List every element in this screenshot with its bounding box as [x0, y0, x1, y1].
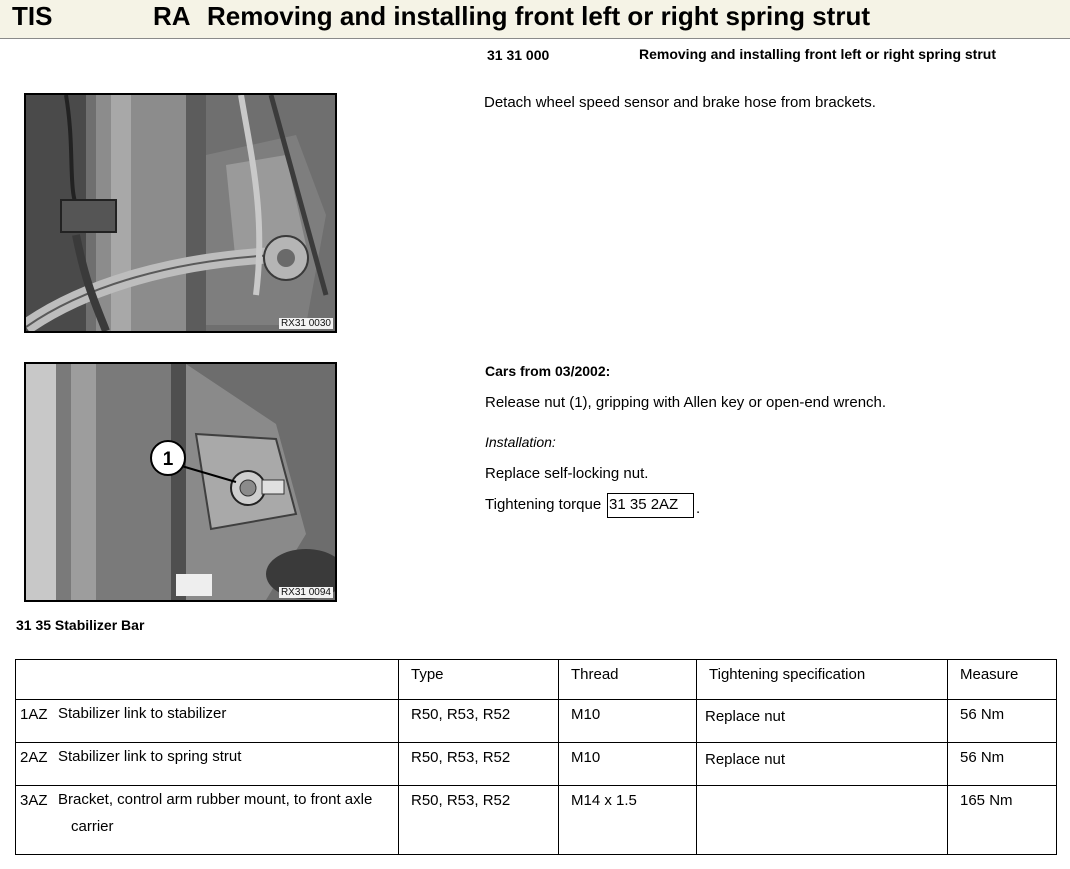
table-header-row [16, 660, 1057, 700]
torque-label: Tightening torque [485, 496, 602, 513]
figure-label: RX31 0030 [280, 318, 331, 329]
table-row [16, 743, 1057, 786]
callout-1: 1 [162, 449, 174, 470]
row-type: R50, R53, R52 [411, 706, 511, 723]
header-spec: Tightening specification [697, 660, 948, 700]
row-type: R50, R53, R52 [411, 792, 511, 809]
row-spec: Replace nut [705, 751, 786, 768]
row-spec: Replace nut [705, 708, 786, 725]
row-description: Stabilizer link to spring strut [58, 748, 242, 765]
row-description: Bracket, control arm rubber mount, to front axle carrier [58, 791, 373, 835]
table-row [16, 786, 1057, 855]
header-description [16, 660, 399, 700]
app-name: TIS [12, 1, 53, 31]
header-thread: Thread [559, 660, 697, 700]
step-detach-sensor: Detach wheel speed sensor and brake hose from brackets. [484, 94, 876, 111]
figure-wheel-speed-sensor-photo [24, 93, 337, 333]
header-type: Type [399, 660, 559, 700]
row-thread: M10 [571, 706, 601, 723]
row-thread: M10 [571, 749, 601, 766]
installation-heading: Installation: [485, 434, 556, 450]
torque-suffix: . [696, 500, 701, 517]
row-thread: M14 x 1.5 [571, 792, 637, 809]
strut-illustration-1 [26, 95, 335, 331]
document-title: Removing and installing front left or right spring strut [639, 46, 996, 62]
header-measure: Measure [948, 660, 1057, 700]
torque-reference-link[interactable]: 31 35 2AZ [607, 493, 694, 518]
section-code: RA [153, 1, 191, 31]
row-spec [697, 786, 947, 794]
step-replace-nut: Replace self-locking nut. [485, 465, 649, 482]
row-code: 3AZ [20, 792, 48, 809]
row-measure: 56 Nm [960, 706, 1005, 723]
page-title: Removing and installing front left or right spring strut [207, 1, 870, 31]
cars-from-heading: Cars from 03/2002: [485, 363, 611, 379]
row-type: R50, R53, R52 [411, 749, 511, 766]
table-row [16, 700, 1057, 743]
figure-stabilizer-nut-photo [24, 362, 337, 602]
title-bar [0, 0, 1070, 39]
row-code: 2AZ [20, 749, 48, 766]
figure-label: RX31 0094 [280, 587, 331, 598]
row-measure: 56 Nm [960, 749, 1005, 766]
row-code: 1AZ [20, 706, 48, 723]
strut-illustration-2 [26, 364, 335, 600]
spec-section-title: 31 35 Stabilizer Bar [16, 617, 145, 633]
step-release-nut: Release nut (1), gripping with Allen key or open-end wrench. [485, 394, 887, 411]
document-code: 31 31 000 [487, 47, 550, 63]
row-description: Stabilizer link to stabilizer [58, 705, 227, 722]
row-measure: 165 Nm [960, 792, 1013, 809]
spec-table [15, 659, 1057, 855]
